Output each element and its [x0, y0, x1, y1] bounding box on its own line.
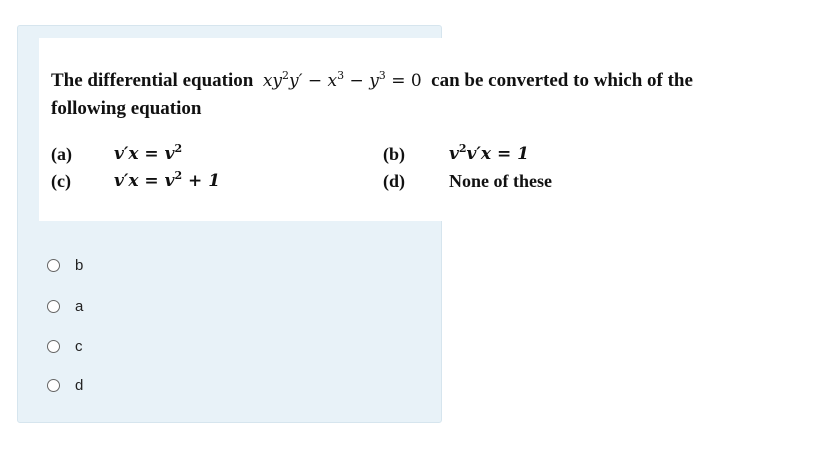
option-b-equation: $v^2v'x = 1$: [449, 142, 529, 164]
option-c-equation: $v'x = v^2 + 1$: [114, 169, 221, 191]
question-suffix: can be converted to which of the: [431, 70, 693, 91]
option-d-text: None of these: [449, 171, 552, 191]
question-line-2: following equation: [51, 98, 202, 119]
option-b-label: (b): [383, 144, 405, 164]
question-prefix: The differential equation: [51, 70, 254, 91]
answer-choice-label: d: [75, 376, 84, 394]
answer-choice-label: c: [75, 337, 83, 355]
question-equation: $xy^2y' - x^3 - y^3 = 0$: [262, 69, 422, 91]
radio-button[interactable]: [47, 300, 60, 313]
option-a-label: (a): [51, 144, 72, 164]
radio-button[interactable]: [47, 259, 60, 272]
question-text: [39, 38, 828, 221]
radio-button[interactable]: [47, 379, 60, 392]
question-line-1: [51, 70, 693, 92]
answer-choice-d[interactable]: [45, 374, 165, 396]
option-a-equation: $v'x = v^2$: [114, 142, 183, 164]
option-d-label: (d): [383, 171, 405, 191]
option-c-label: (c): [51, 171, 71, 191]
answer-choice-c[interactable]: [45, 335, 165, 357]
answer-choice-label: b: [75, 256, 84, 274]
radio-button[interactable]: [47, 340, 60, 353]
answer-choice-b[interactable]: [45, 254, 165, 276]
answer-choice-a[interactable]: [45, 295, 165, 317]
answer-choice-label: a: [75, 297, 84, 315]
